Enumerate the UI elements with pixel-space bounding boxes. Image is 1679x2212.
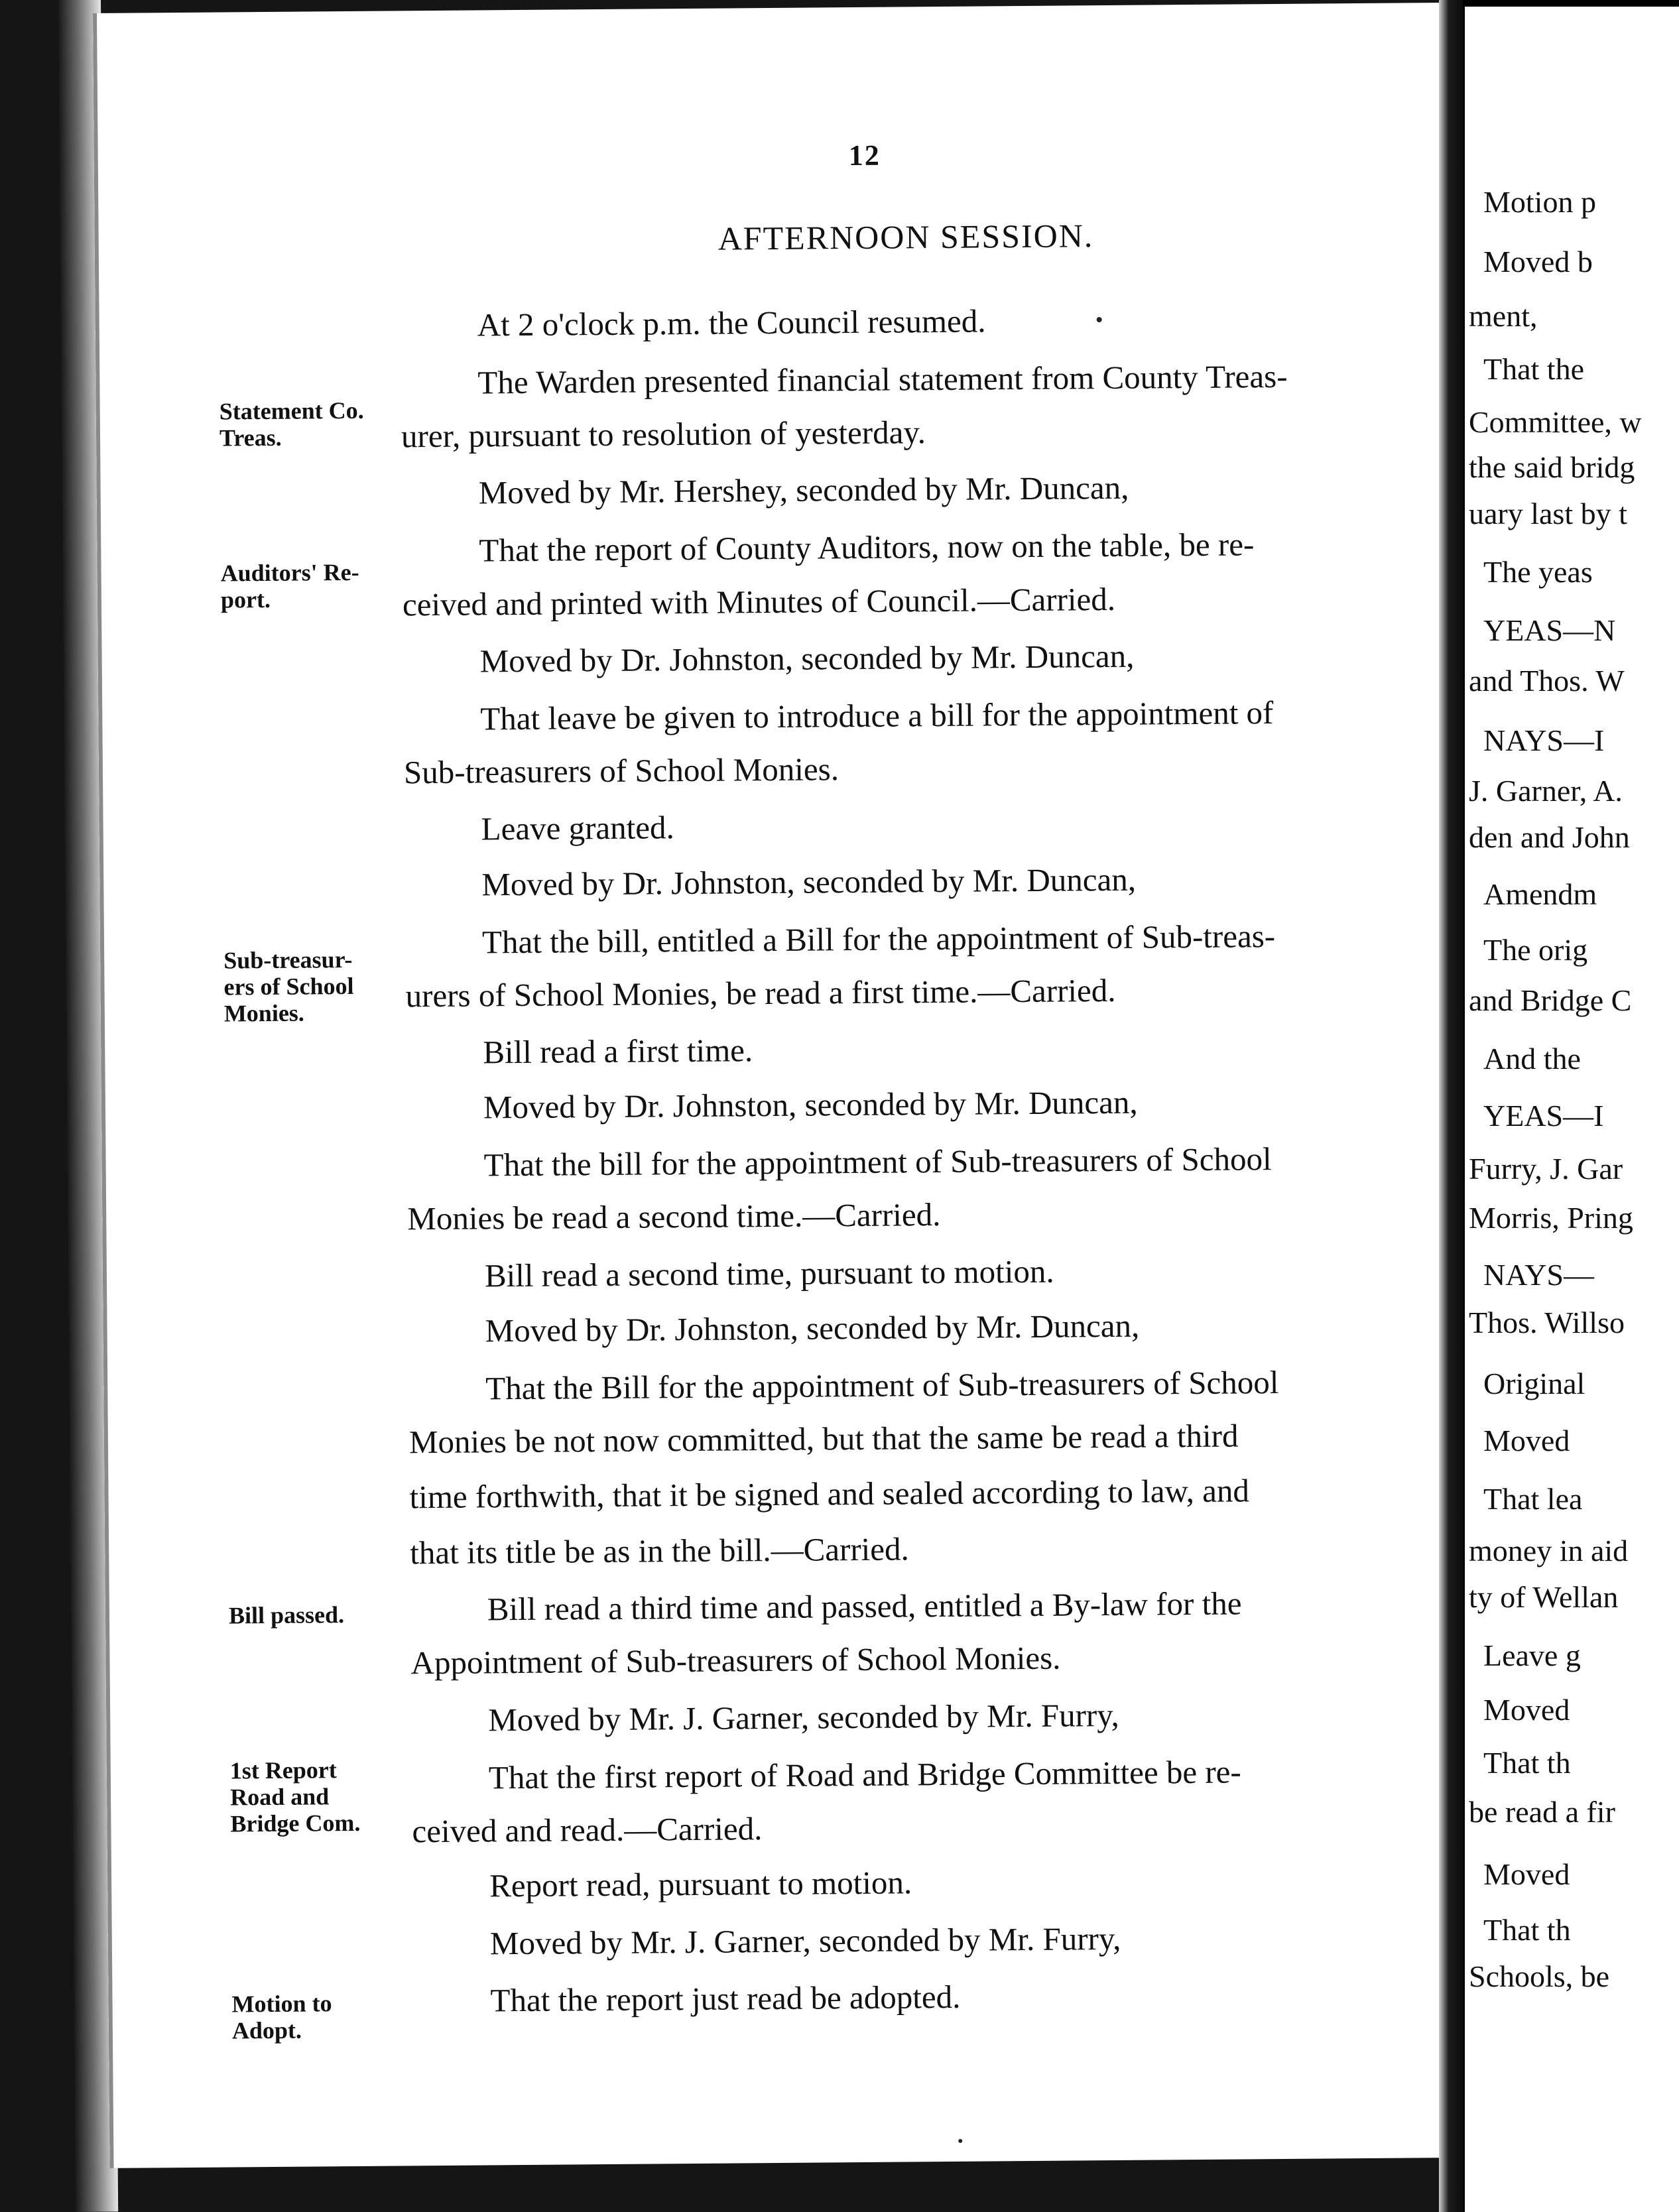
margin-note-road-bridge-report: 1st Report Road and Bridge Com. xyxy=(229,1756,361,1837)
margin-note-motion-to-adopt: Motion to Adopt. xyxy=(231,1990,332,2044)
text-line: ceived and printed with Minutes of Council.—Carried. xyxy=(402,580,1116,623)
page-number: 12 xyxy=(848,139,881,172)
right-text-line: NAYS—I xyxy=(1483,723,1605,757)
right-text-line: Morris, Pring xyxy=(1469,1201,1633,1235)
text-line: Leave granted. xyxy=(481,809,674,847)
right-text-line: uary last by t xyxy=(1469,497,1627,530)
right-text-line: and Thos. W xyxy=(1469,664,1625,698)
right-text-line: And the xyxy=(1483,1042,1581,1075)
right-text-line: Amendm xyxy=(1483,877,1597,911)
right-text-line: and Bridge C xyxy=(1469,983,1632,1017)
right-text-line: YEAS—N xyxy=(1483,613,1616,647)
right-text-line: the said bridg xyxy=(1469,450,1635,484)
margin-note-auditors-report: Auditors' Re- port. xyxy=(220,558,359,613)
text-line: That the bill, entitled a Bill for the appointment of Sub-treas- xyxy=(481,918,1276,961)
right-page xyxy=(1463,0,1679,2212)
text-line: Moved by Dr. Johnston, seconded by Mr. Duncan, xyxy=(485,1307,1140,1349)
session-heading: AFTERNOON SESSION. xyxy=(717,217,1094,257)
text-line: Moved by Dr. Johnston, seconded by Mr. Duncan, xyxy=(481,861,1137,903)
text-line: The Warden presented financial statement from County Treas- xyxy=(477,357,1288,401)
text-line: Appointment of Sub-treasurers of School Monies. xyxy=(410,1639,1061,1682)
right-text-line: The orig xyxy=(1483,933,1588,967)
right-text-line: money in aid xyxy=(1469,1534,1629,1567)
text-line: That the report just read be adopted. xyxy=(490,1978,961,2019)
text-line: Moved by Mr. J. Garner, seconded by Mr. Furry, xyxy=(489,1920,1121,1962)
right-text-line: Thos. Willso xyxy=(1469,1306,1625,1339)
right-text-line: ty of Wellan xyxy=(1469,1580,1619,1614)
text-line: That leave be given to introduce a bill for the appointment of xyxy=(480,694,1274,737)
text-line: Report read, pursuant to motion. xyxy=(489,1864,912,1904)
scan-speck xyxy=(958,2139,962,2143)
right-text-line: The yeas xyxy=(1483,555,1593,589)
text-line: Moved by Mr. J. Garner, seconded by Mr. Furry, xyxy=(488,1696,1119,1739)
text-line: That the Bill for the appointment of Sub-treasurers of School xyxy=(485,1364,1279,1407)
right-text-line: be read a fir xyxy=(1469,1795,1615,1829)
right-text-line: Moved xyxy=(1483,1424,1570,1457)
right-text-line: Moved xyxy=(1483,1693,1570,1727)
right-text-line: That th xyxy=(1483,1746,1571,1780)
right-text-line: That lea xyxy=(1483,1482,1583,1516)
text-line: Moved by Dr. Johnston, seconded by Mr. Duncan, xyxy=(483,1083,1138,1126)
right-text-line: Furry, J. Gar xyxy=(1469,1152,1623,1186)
right-text-line: That th xyxy=(1483,1913,1571,1947)
right-text-line: NAYS— xyxy=(1483,1258,1595,1292)
text-line: urers of School Monies, be read a first time.—Carried. xyxy=(405,971,1116,1014)
text-line: Bill read a second time, pursuant to motion. xyxy=(484,1253,1054,1294)
text-line: Monies be read a second time.—Carried. xyxy=(407,1196,941,1237)
left-page xyxy=(93,3,1456,2168)
text-line: urer, pursuant to resolution of yesterday. xyxy=(401,414,926,455)
right-text-line: Motion p xyxy=(1483,185,1596,219)
right-text-line: Moved b xyxy=(1483,245,1593,278)
text-line: that its title be as in the bill.—Carried. xyxy=(410,1530,909,1571)
text-line: Moved by Dr. Johnston, seconded by Mr. Duncan, xyxy=(479,637,1135,680)
right-text-line: J. Garner, A. xyxy=(1469,774,1623,808)
right-text-line: Original xyxy=(1483,1367,1586,1400)
text-line: That the bill for the appointment of Sub-treasurers of School xyxy=(483,1140,1272,1184)
right-text-line: YEAS—I xyxy=(1483,1099,1604,1133)
text-line: Bill read a first time. xyxy=(483,1032,753,1071)
right-text-line: ment, xyxy=(1469,299,1538,333)
right-text-line: Leave g xyxy=(1483,1638,1581,1672)
right-text-line: Committee, w xyxy=(1469,405,1642,439)
text-line: Monies be not now committed, but that the same be read a third xyxy=(408,1417,1239,1461)
right-text-line: Moved xyxy=(1483,1857,1570,1891)
right-text-line: Schools, be xyxy=(1469,1959,1610,1993)
margin-note-statement: Statement Co. Treas. xyxy=(219,397,364,452)
right-text-line: That the xyxy=(1483,352,1584,386)
right-text-line: den and John xyxy=(1469,820,1630,854)
text-line: At 2 o'clock p.m. the Council resumed. xyxy=(477,302,986,343)
text-line: time forthwith, that it be signed and sealed according to law, and xyxy=(409,1472,1250,1516)
text-line: Bill read a third time and passed, entitled a By-law for the xyxy=(487,1585,1242,1628)
text-line: ceived and read.—Carried. xyxy=(412,1810,763,1850)
margin-note-bill-passed: Bill passed. xyxy=(228,1601,345,1629)
book-gutter xyxy=(1439,0,1463,2212)
text-line: That the report of County Auditors, now on the table, be re- xyxy=(479,526,1255,569)
scan-speck xyxy=(1097,317,1102,322)
text-line: Sub-treasurers of School Monies. xyxy=(403,751,839,791)
text-line: That the first report of Road and Bridge Committee be re- xyxy=(488,1753,1241,1796)
margin-note-sub-treasurers: Sub-treasur- ers of School Monies. xyxy=(223,946,354,1027)
text-line: Moved by Mr. Hershey, seconded by Mr. Duncan, xyxy=(478,469,1129,511)
